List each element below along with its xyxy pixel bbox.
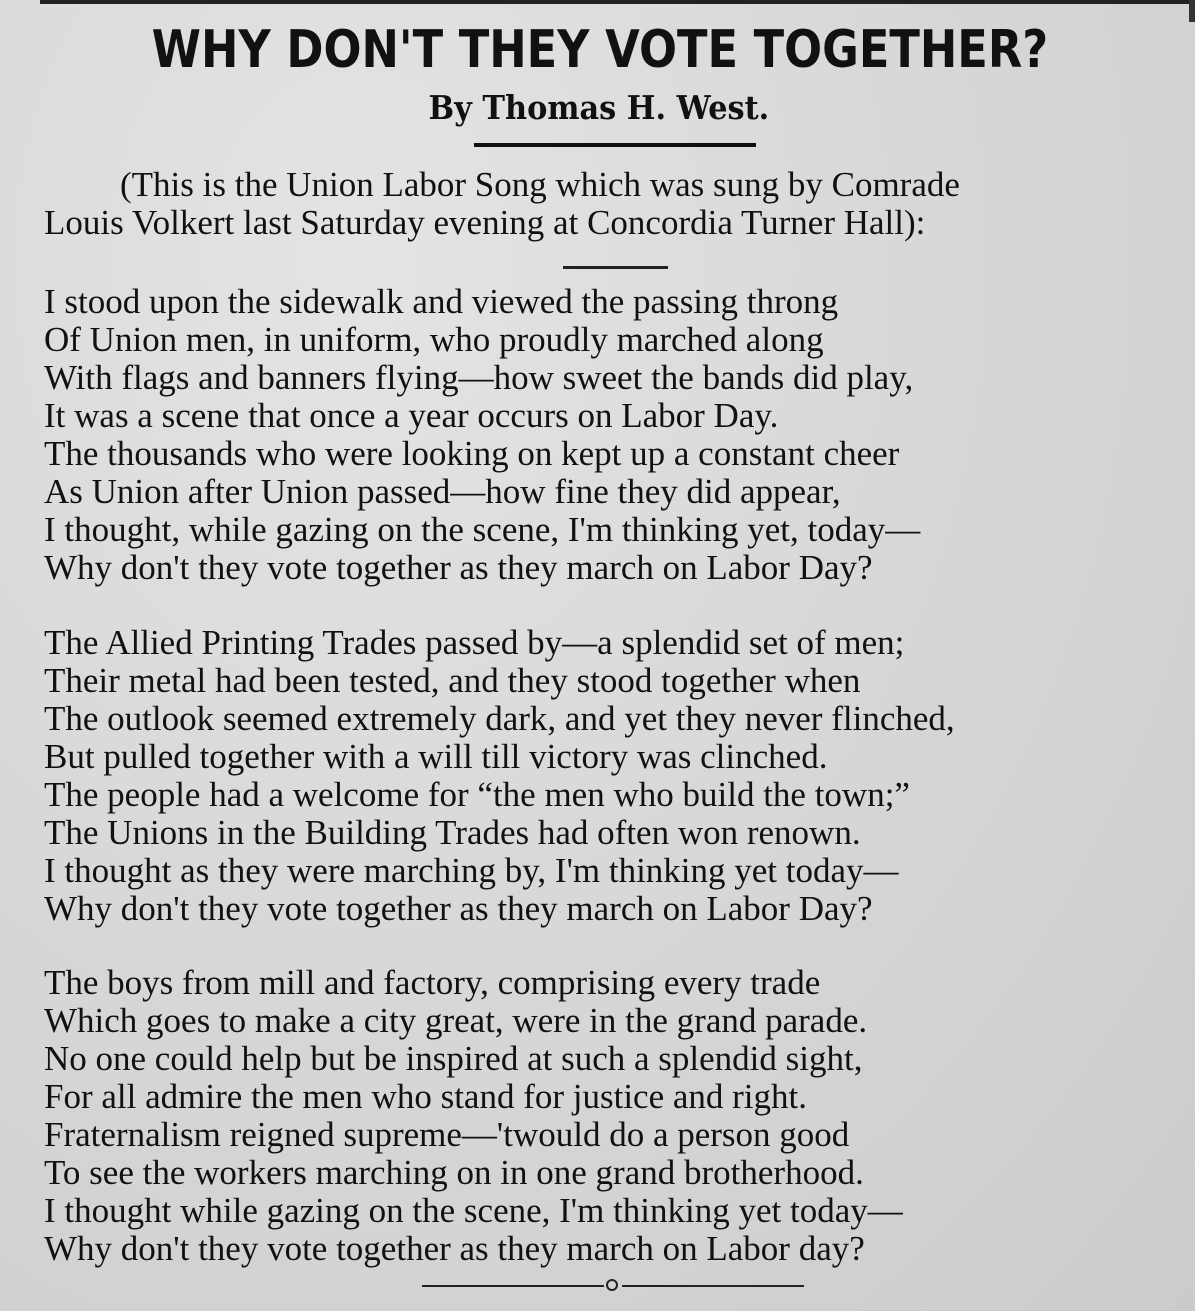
- intro-line-2: Louis Volkert last Saturday evening at Concordia Turner Hall):: [44, 203, 926, 242]
- verse-line: For all admire the men who stand for justice and right.: [44, 1077, 808, 1116]
- verse-line: Why don't they vote together as they march on Labor day?: [44, 1229, 865, 1268]
- stanza-3: [44, 964, 1184, 1268]
- stanza-1: [44, 283, 1184, 587]
- byline-underline: [474, 143, 756, 147]
- stanza-2: [44, 624, 1184, 928]
- verse-line: The thousands who were looking on kept up a constant cheer: [44, 434, 900, 473]
- intro-divider: [563, 266, 668, 269]
- verse-line: Of Union men, in uniform, who proudly marched along: [44, 320, 824, 359]
- verse-line: The boys from mill and factory, comprising every trade: [44, 963, 821, 1002]
- verse-line: The Allied Printing Trades passed by—a splendid set of men;: [44, 623, 905, 662]
- verse-line: To see the workers marching on in one grand brotherhood.: [44, 1153, 864, 1192]
- verse-line: I thought, while gazing on the scene, I'm thinking yet, today—: [44, 510, 921, 549]
- end-rule-left: [422, 1285, 604, 1287]
- end-ornament-circle: [606, 1279, 618, 1291]
- column-corner-rule: [1189, 0, 1195, 22]
- verse-line: It was a scene that once a year occurs on Labor Day.: [44, 396, 779, 435]
- verse-line: Their metal had been tested, and they stood together when: [44, 661, 861, 700]
- verse-line: I thought while gazing on the scene, I'm thinking yet today—: [44, 1191, 903, 1230]
- verse-line: But pulled together with a will till victory was clinched.: [44, 737, 828, 776]
- intro-note: [44, 166, 1184, 242]
- verse-line: Why don't they vote together as they march on Labor Day?: [44, 889, 873, 928]
- verse-line: The Unions in the Building Trades had often won renown.: [44, 813, 861, 852]
- verse-line: As Union after Union passed—how fine they did appear,: [44, 472, 841, 511]
- verse-line: With flags and banners flying—how sweet the bands did play,: [44, 358, 914, 397]
- verse-line: I stood upon the sidewalk and viewed the passing throng: [44, 282, 839, 321]
- article-title: WHY DON'T THEY VOTE TOGETHER?: [151, 20, 1049, 80]
- article-byline: By Thomas H. West.: [428, 88, 770, 127]
- intro-line-1: (This is the Union Labor Song which was sung by Comrade: [120, 165, 960, 204]
- verse-line: I thought as they were marching by, I'm thinking yet today—: [44, 851, 899, 890]
- column-top-rule: [40, 0, 1195, 4]
- verse-line: Fraternalism reigned supreme—'twould do a person good: [44, 1115, 850, 1154]
- verse-line: No one could help but be inspired at such a splendid sight,: [44, 1039, 863, 1078]
- verse-line: The people had a welcome for “the men who build the town;”: [44, 775, 910, 814]
- verse-line: Why don't they vote together as they march on Labor Day?: [44, 548, 873, 587]
- end-ornament: [422, 1276, 804, 1296]
- verse-line: The outlook seemed extremely dark, and yet they never flinched,: [44, 699, 955, 738]
- end-rule-right: [622, 1285, 804, 1287]
- verse-line: Which goes to make a city great, were in the grand parade.: [44, 1001, 868, 1040]
